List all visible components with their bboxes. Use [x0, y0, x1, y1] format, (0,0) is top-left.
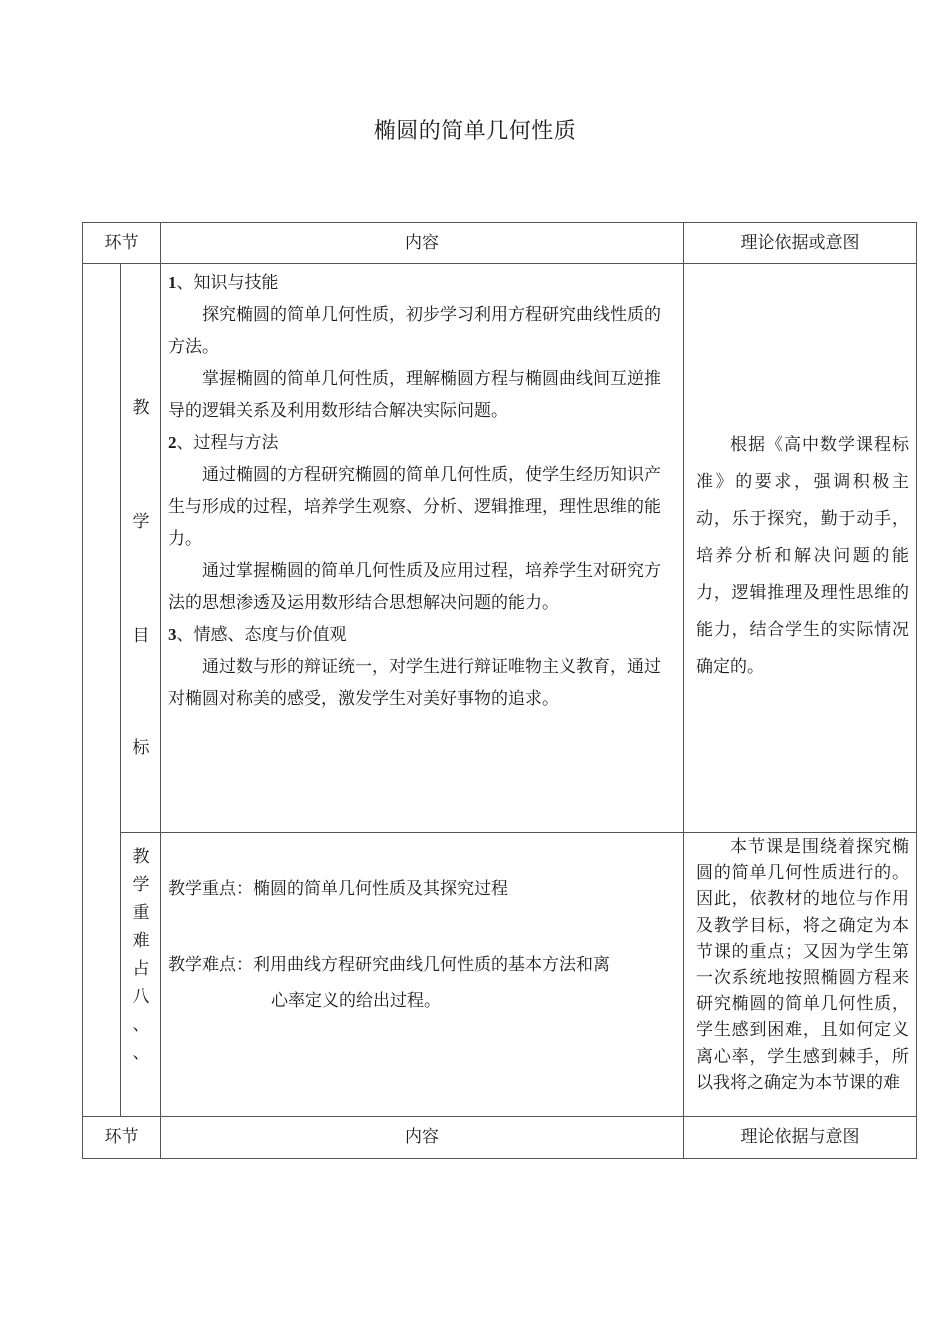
objectives-label-char: 学: [132, 512, 150, 532]
theory-column-divider: [683, 223, 684, 1158]
keypoints-label-char: 、: [132, 1043, 150, 1063]
footer-stage: 环节: [104, 1127, 139, 1147]
keypoints-difficulty-cont: 心率定义的给出过程。: [271, 991, 441, 1011]
header-stage: 环节: [104, 233, 139, 253]
keypoints-focus: 教学重点：椭圆的简单几何性质及其探究过程: [168, 879, 508, 899]
objective-paragraph: 探究椭圆的简单几何性质，初步学习利用方程研究曲线性质的方法。: [168, 305, 661, 357]
keypoints-label-char: 八: [132, 987, 150, 1007]
objectives-theory: [696, 427, 909, 686]
keypoints-label-char: 占: [132, 959, 150, 979]
keypoints-label-char: 教: [132, 847, 150, 867]
objectives-theory-text: 根据《高中数学课程标准》的要求，强调积极主动，乐于探究，勤于动手，培养分析和解决问题的能力，逻辑推理及理性思维的能力，结合学生的实际情况确定的。: [696, 435, 909, 677]
header-divider: [83, 263, 916, 264]
keypoints-theory-text: 本节课是围绕着探究椭圆的简单几何性质进行的。因此，依教材的地位与作用及教学目标，将之确定为本节课的重点；又因为学生第一次系统地按照椭圆方程来研究椭圆的简单几何性质，学生感到困难，且如何定义离心率，学生感到棘手，所以我将之确定为本节课的难: [696, 837, 909, 1093]
objectives-label-char: 标: [132, 738, 150, 758]
objective-paragraph: 通过椭圆的方程研究椭圆的简单几何性质，使学生经历知识产生与形成的过程，培养学生观察、分析、逻辑推理，理性思维的能力。: [168, 465, 661, 549]
keypoints-difficulty: 教学难点：利用曲线方程研究曲线几何性质的基本方法和离: [168, 955, 610, 975]
header-content: 内容: [405, 233, 439, 253]
objective-paragraph: 通过掌握椭圆的简单几何性质及应用过程，培养学生对研究方法的思想渗透及运用数形结合思想解决问题的能力。: [168, 561, 661, 613]
section-heading: 3、情感、态度与价值观: [168, 625, 347, 645]
header-theory: 理论依据或意图: [740, 233, 860, 253]
keypoints-label: [121, 843, 161, 1067]
footer-divider: [83, 1116, 916, 1117]
objectives-label-char: 教: [132, 398, 150, 418]
objectives-content: [168, 267, 676, 715]
objectives-divider: [120, 832, 916, 833]
keypoints-label-char: 难: [132, 931, 150, 951]
section-heading: 1、知识与技能: [168, 273, 279, 293]
lesson-plan-table: [82, 222, 917, 1159]
keypoints-label-char: 重: [132, 903, 150, 923]
keypoints-label-char: 、: [132, 1015, 150, 1035]
section-heading: 2、过程与方法: [168, 433, 279, 453]
footer-theory: 理论依据与意图: [740, 1127, 860, 1147]
footer-content: 内容: [405, 1127, 439, 1147]
keypoints-theory: [696, 834, 909, 1114]
objective-paragraph: 掌握椭圆的简单几何性质，理解椭圆方程与椭圆曲线间互逆推导的逻辑关系及利用数形结合解决实际问题。: [168, 369, 661, 421]
keypoints-label-char: 学: [132, 875, 150, 895]
objective-paragraph: 通过数与形的辩证统一，对学生进行辩证唯物主义教育，通过对椭圆对称美的感受，激发学生对美好事物的追求。: [168, 657, 661, 709]
page-title: 椭圆的简单几何性质: [373, 119, 577, 144]
objectives-label-char: 目: [132, 626, 150, 646]
